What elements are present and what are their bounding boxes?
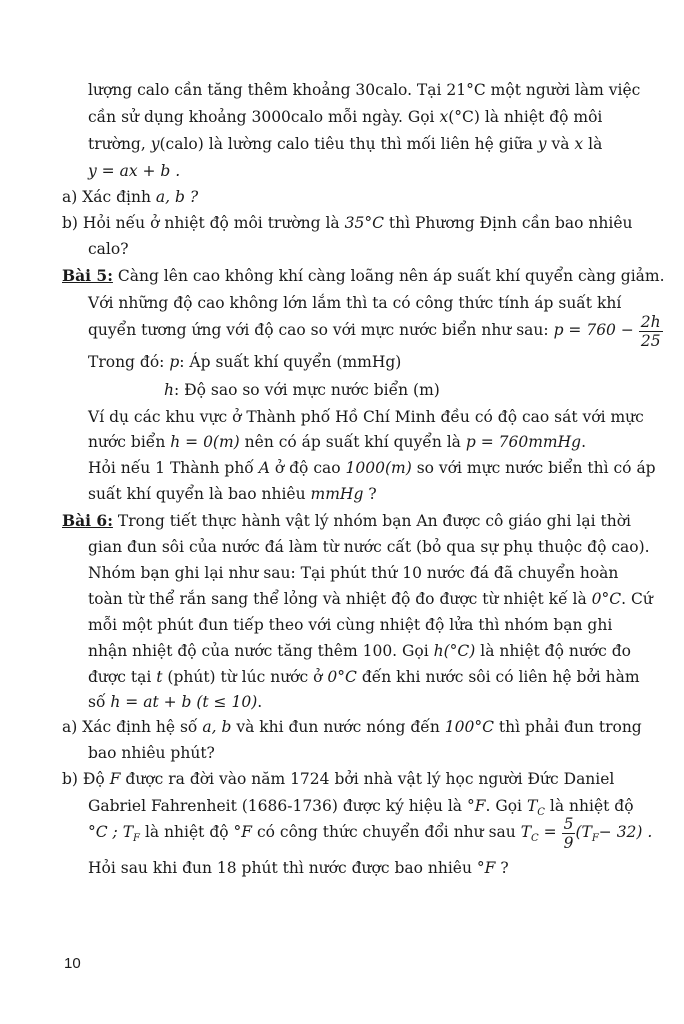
- bai-5-title: Bài 5:: [62, 266, 113, 285]
- question-a-2-cont: bao nhiêu phút?: [88, 744, 215, 762]
- bai-6-line-6: nhận nhiệt độ của nước tăng thêm 100. Gọi h(°C) là nhiệt độ nước đo: [88, 642, 631, 660]
- bai-6-line-2: gian đun sôi của nước đá làm từ nước cất (bỏ qua sự phụ thuộc độ cao).: [88, 538, 650, 556]
- bai-5-line-2: Với những độ cao không lớn lắm thì ta có công thức tính áp suất khí: [88, 294, 622, 312]
- bai-6-line-1: Bài 6: Trong tiết thực hành vật lý nhóm bạn An được cô giáo ghi lại thời: [62, 511, 632, 530]
- bai-5-line-6: Ví dụ các khu vực ở Thành phố Hồ Chí Minh đều có độ cao sát với mực: [88, 408, 644, 426]
- question-a-2: a) Xác định hệ số a, b và khi đun nước nóng đến 100°C thì phải đun trong: [62, 718, 642, 736]
- bai-5-line-9: suất khí quyển là bao nhiêu mmHg ?: [88, 485, 377, 503]
- bai-5-line-5: h: Độ sao so với mực nước biển (m): [164, 381, 440, 399]
- intro-line-2: cần sử dụng khoảng 3000calo mỗi ngày. Gọi x(°C) là nhiệt độ môi: [88, 108, 603, 126]
- intro-line-3: trường, y(calo) là lường calo tiêu thụ thì mối liên hệ giữa y và x là: [88, 135, 603, 153]
- question-b-2: b) Độ F được ra đời vào năm 1724 bởi nhà vật lý học người Đức Daniel: [62, 770, 615, 788]
- pressure-formula-fraction: $\frac{2h}{25}$: [640, 312, 661, 350]
- bai-6-title: Bài 6:: [62, 511, 113, 530]
- intro-line-1: lượng calo cần tăng thêm khoảng 30calo. Tại 21°C một người làm việc: [88, 81, 641, 99]
- bai-5-line-1: Bài 5: Càng lên cao không khí càng loãng nên áp suất khí quyển càng giảm.: [62, 266, 665, 285]
- bai-6-line-3: Nhóm bạn ghi lại như sau: Tại phút thứ 10 nước đá đã chuyển hoàn: [88, 564, 619, 582]
- bai-5-line-8: Hỏi nếu 1 Thành phố A ở độ cao 1000(m) so với mực nước biển thì có áp: [88, 459, 656, 477]
- bai-6-line-7: được tại t (phút) từ lúc nước ở 0°C đến khi nước sôi có liên hệ bởi hàm: [88, 668, 640, 686]
- intro-formula: y = ax + b .: [88, 162, 181, 180]
- bai-5-line-4: Trong đó: p: Áp suất khí quyển (mmHg): [88, 353, 402, 371]
- bai-6-line-8: số h = at + b (t ≤ 10).: [88, 693, 263, 711]
- bai-5-line-7: nước biển h = 0(m) nên có áp suất khí quyển là p = 760mmHg.: [88, 433, 586, 451]
- bai-5-line-3: quyển tương ứng với độ cao so với mực nước biển như sau: p = 760 − $\frac{2h}{25}$: [88, 312, 661, 350]
- bai-6-line-4: toàn từ thể rắn sang thể lỏng và nhiệt độ đo được từ nhiệt kế là 0°C. Cứ: [88, 590, 653, 608]
- fahrenheit-fraction: $\frac{5}{9}$: [563, 814, 574, 852]
- question-b-2-line-3: °C ; $T_F$ là nhiệt độ °F có công thức chuyển đổi như sau $T_C$ = $\frac{5}{9}$ $(T_F- 32)$ .: [88, 814, 653, 852]
- question-a-1: a) Xác định a, b ?: [62, 188, 199, 206]
- question-b-1: b) Hỏi nếu ở nhiệt độ môi trường là 35°C thì Phương Định cần bao nhiêu: [62, 214, 633, 232]
- question-b-2-line-4: Hỏi sau khi đun 18 phút thì nước được bao nhiêu °F ?: [88, 859, 509, 877]
- question-b-1-cont: calo?: [88, 240, 129, 258]
- question-b-2-line-2: Gabriel Fahrenheit (1686-1736) được ký hiệu là °F. Gọi $T_C$ là nhiệt độ: [88, 797, 634, 819]
- bai-6-line-5: mỗi một phút đun tiếp theo với cùng nhiệt độ lửa thì nhóm bạn ghi: [88, 616, 613, 634]
- page-number: 10: [64, 955, 81, 972]
